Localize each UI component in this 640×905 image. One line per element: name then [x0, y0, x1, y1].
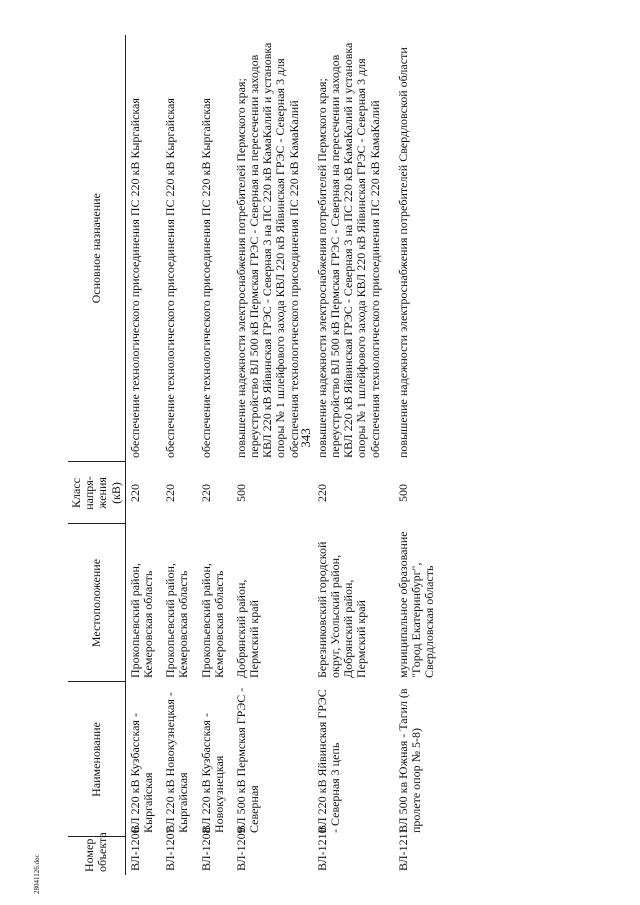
cell-location: Прокопьевский район, Кемеровская область [198, 563, 226, 678]
objects-table [68, 35, 442, 875]
table-row [232, 35, 313, 875]
cell-object-number: ВЛ-1208 [198, 827, 213, 871]
table-row [313, 35, 394, 875]
cell-location: Прокопьевский район, Кемеровская область [163, 563, 191, 678]
cell-name: ВЛ 220 кВ Яйвинская ГРЭС - Северная 3 цепь [314, 689, 342, 833]
table-body [125, 35, 442, 875]
cell-object-number: ВЛ-1206 [127, 827, 142, 871]
cell-voltage: 220 [198, 484, 213, 502]
table-row [125, 35, 161, 875]
cell-name: ВЛ 220 кВ Новокузнецкая - Кыргайская [163, 692, 191, 833]
header-object-number: Номер объекта [68, 837, 125, 875]
page-number: 343 [298, 428, 313, 448]
cell-name: ВЛ 220 кВ Кузбасская - Кыргайская [127, 713, 155, 833]
cell-purpose: повышение надежности электроснабжения потребителей Пермского края; переустройство ВЛ 500 кВ Пермская ГРЭС - Северная на пересечении заходов КВЛ 220 кВ Яйвинская ГРЭС - Северная 3 на ПС 220 кВ КамаКалий и установка опоры № 1 шлейфового захода КВЛ 220 кВ Яйвинская ГРЭС - Северная 3 для обеспечения технологического присоединения ПС 220 кВ КамаКалий [314, 42, 382, 458]
cell-location: Березниковский городской округ, Усольский район, Добрянский район, Пермский край [314, 541, 369, 678]
rotated-page-content [68, 35, 608, 875]
cell-name: ВЛ 500 кВ Пермская ГРЭС - Северная [233, 687, 262, 833]
header-purpose: Основное назначение [68, 35, 125, 462]
cell-name: ВЛ 220 кВ Кузбасская - Новокузнецкая [198, 713, 226, 833]
table-row [394, 35, 443, 875]
cell-purpose: обеспечение технологического присоединения ПС 220 кВ Кыргайская [198, 98, 213, 458]
header-name: Наименование [68, 682, 125, 837]
table-row [197, 35, 232, 875]
cell-object-number: ВЛ-1211 [395, 827, 410, 871]
cell-voltage: 500 [233, 484, 248, 502]
cell-location: муниципальное образование "Город Екатеринбург", Свердловская область [395, 531, 437, 678]
cell-voltage: 500 [395, 484, 410, 502]
cell-object-number: ВЛ-1210 [314, 827, 329, 871]
table-row [161, 35, 196, 875]
cell-object-number: ВЛ-1207 [163, 827, 178, 871]
cell-location: Добрянский район, Пермский край [233, 579, 262, 678]
cell-voltage: 220 [314, 484, 329, 502]
header-location: Местоположение [68, 524, 125, 682]
cell-voltage: 220 [163, 484, 178, 502]
cell-purpose: повышение надежности электроснабжения потребителей Свердловской области [395, 47, 410, 458]
cell-voltage: 220 [127, 484, 142, 502]
cell-purpose: обеспечение технологического присоединения ПС 220 кВ Кыргайская [163, 98, 178, 458]
cell-name: ВЛ 500 кв Южная - Тагил (в пролете опор № 5-8) [395, 688, 423, 833]
cell-purpose: повышение надежности электроснабжения потребителей Пермского края; переустройство ВЛ 500 кВ Пермская ГРЭС - Северная на пересечении заходов КВЛ 220 кВ Яйвинская ГРЭС - Северная 3 на ПС 220 кВ КамаКалий и установка опоры № 1 шлейфового захода КВЛ 220 кВ Яйвинская ГРЭС - Северная 3 для обеспечения технологического присоединения ПС 220 кВ КамаКалий [233, 42, 301, 458]
cell-location: Прокопьевский район, Кемеровская область [127, 563, 155, 678]
cell-object-number: ВЛ-1209 [233, 827, 248, 871]
document-code: 28041126.doc [33, 854, 41, 894]
table-header [68, 35, 125, 875]
cell-purpose: обеспечение технологического присоединения ПС 220 кВ Кыргайская [127, 98, 142, 458]
header-voltage-class: Класс напря-жения (кВ) [68, 462, 125, 524]
